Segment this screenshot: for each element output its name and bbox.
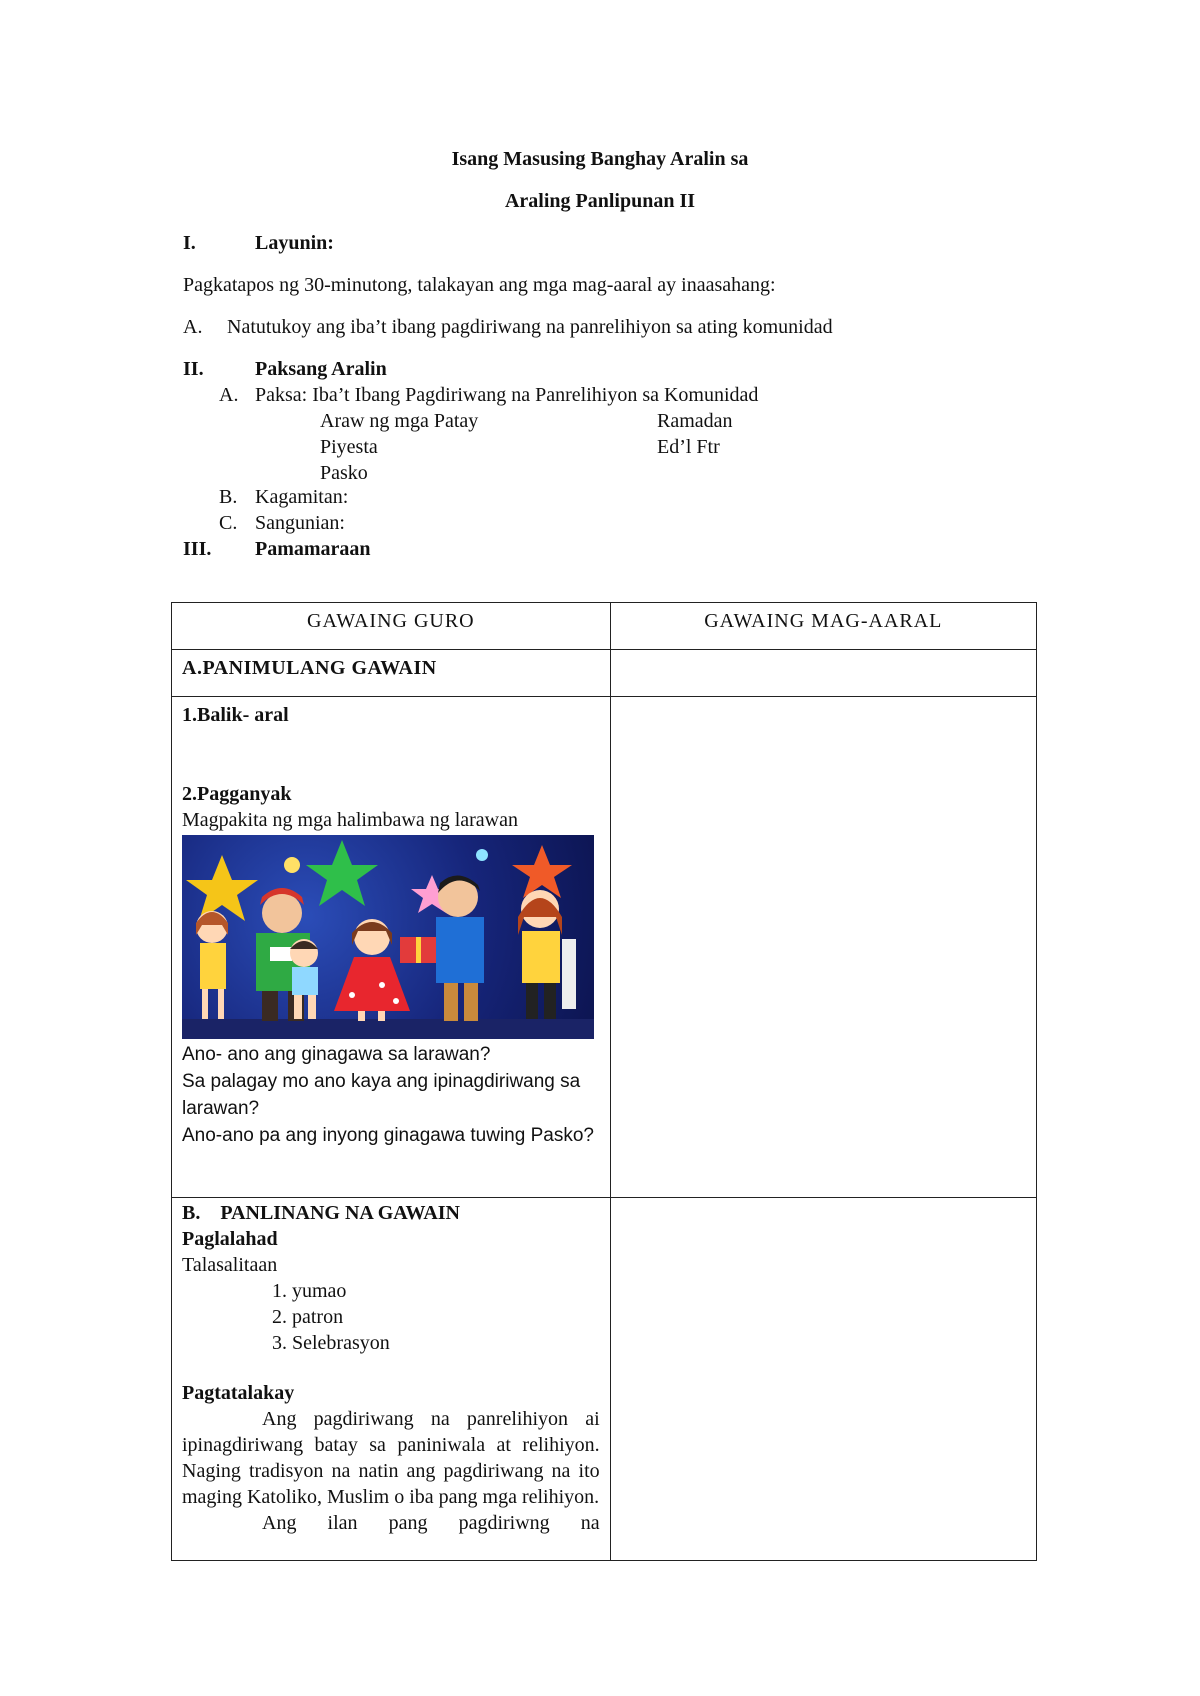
panlinang-heading: B. PANLINANG NA GAWAIN [182,1202,460,1224]
kagamitan-letter: B. [219,486,238,508]
objective-letter: A. [183,316,203,338]
section-numeral-3: III. [183,538,212,560]
vocab-item: 3. Selebrasyon [272,1332,390,1354]
family-celebration-icon [182,835,594,1039]
question-item: Ano-ano pa ang inyong ginagawa tuwing Pasko? [182,1125,594,1146]
sangunian-text: Sangunian: [255,512,345,534]
column-header-guro: GAWAING GURO [172,603,611,650]
pagganyak-heading: 2.Pagganyak [182,783,292,805]
section-heading-pamamaraan: Pamamaraan [255,538,371,560]
section-heading-layunin: Layunin: [255,232,334,254]
topic-item: Piyesta [320,436,378,458]
topic-item: Ramadan [657,410,733,432]
document-subtitle: Araling Panlipunan II [504,190,696,212]
sangunian-letter: C. [219,512,238,534]
question-item: Ano- ano ang ginagawa sa larawan? [182,1044,491,1065]
empty-cell [610,697,1036,1198]
empty-cell [610,1198,1036,1561]
vocab-item: 2. patron [272,1306,344,1328]
vocab-item: 1. yumao [272,1280,347,1302]
objective-text: Natutukoy ang iba’t ibang pagdiriwang na panrelihiyon sa ating komunidad [227,316,833,338]
topic-item: Araw ng mga Patay [320,410,479,432]
column-header-mag-aaral: GAWAING MAG-AARAL [610,603,1036,650]
empty-cell [610,650,1036,697]
balik-aral-heading: 1.Balik- aral [182,704,289,726]
paglalahad-heading: Paglalahad [182,1228,278,1250]
talasalitaan-label: Talasalitaan [182,1254,278,1276]
section-numeral-1: I. [183,232,196,254]
paksa-letter: A. [219,384,239,406]
discussion-paragraph: Ang pagdiriwang na panrelihiyon ai ipinagdiriwang batay sa paniniwala at relihiyon. Naging tradisyon na natin ang pagdiriwang na ito maging Katoliko, Muslim o iba pang mga relihiyon. [182,1408,600,1508]
section-heading-paksang-aralin: Paksang Aralin [255,358,387,380]
document-title: Isang Masusing Banghay Aralin sa [451,148,749,170]
pagganyak-instruction: Magpakita ng mga halimbawa ng larawan [182,809,518,831]
objectives-intro: Pagkatapos ng 30-minutong, talakayan ang mga mag-aaral ay inaasahang: [183,274,776,296]
pagtatalakay-heading: Pagtatalakay [182,1382,295,1404]
topic-item: Ed’l Ftr [657,436,720,458]
christmas-celebration-illustration [182,835,594,1039]
panimulang-gawain-heading: A.PANIMULANG GAWAIN [172,650,611,697]
panimula-content-cell [172,697,611,1198]
discussion-paragraph-continued: Ang ilan pang pagdiriwng na [262,1512,600,1534]
panlinang-content-cell [172,1198,611,1561]
paksa-text: Paksa: Iba’t Ibang Pagdiriwang na Panrelihiyon sa Komunidad [255,384,759,406]
kagamitan-text: Kagamitan: [255,486,349,508]
section-numeral-2: II. [183,358,204,380]
topic-item: Pasko [320,462,368,484]
question-item: Sa palagay mo ano kaya ang ipinagdiriwang sa larawan? [182,1071,581,1119]
procedure-table [171,602,1037,1561]
